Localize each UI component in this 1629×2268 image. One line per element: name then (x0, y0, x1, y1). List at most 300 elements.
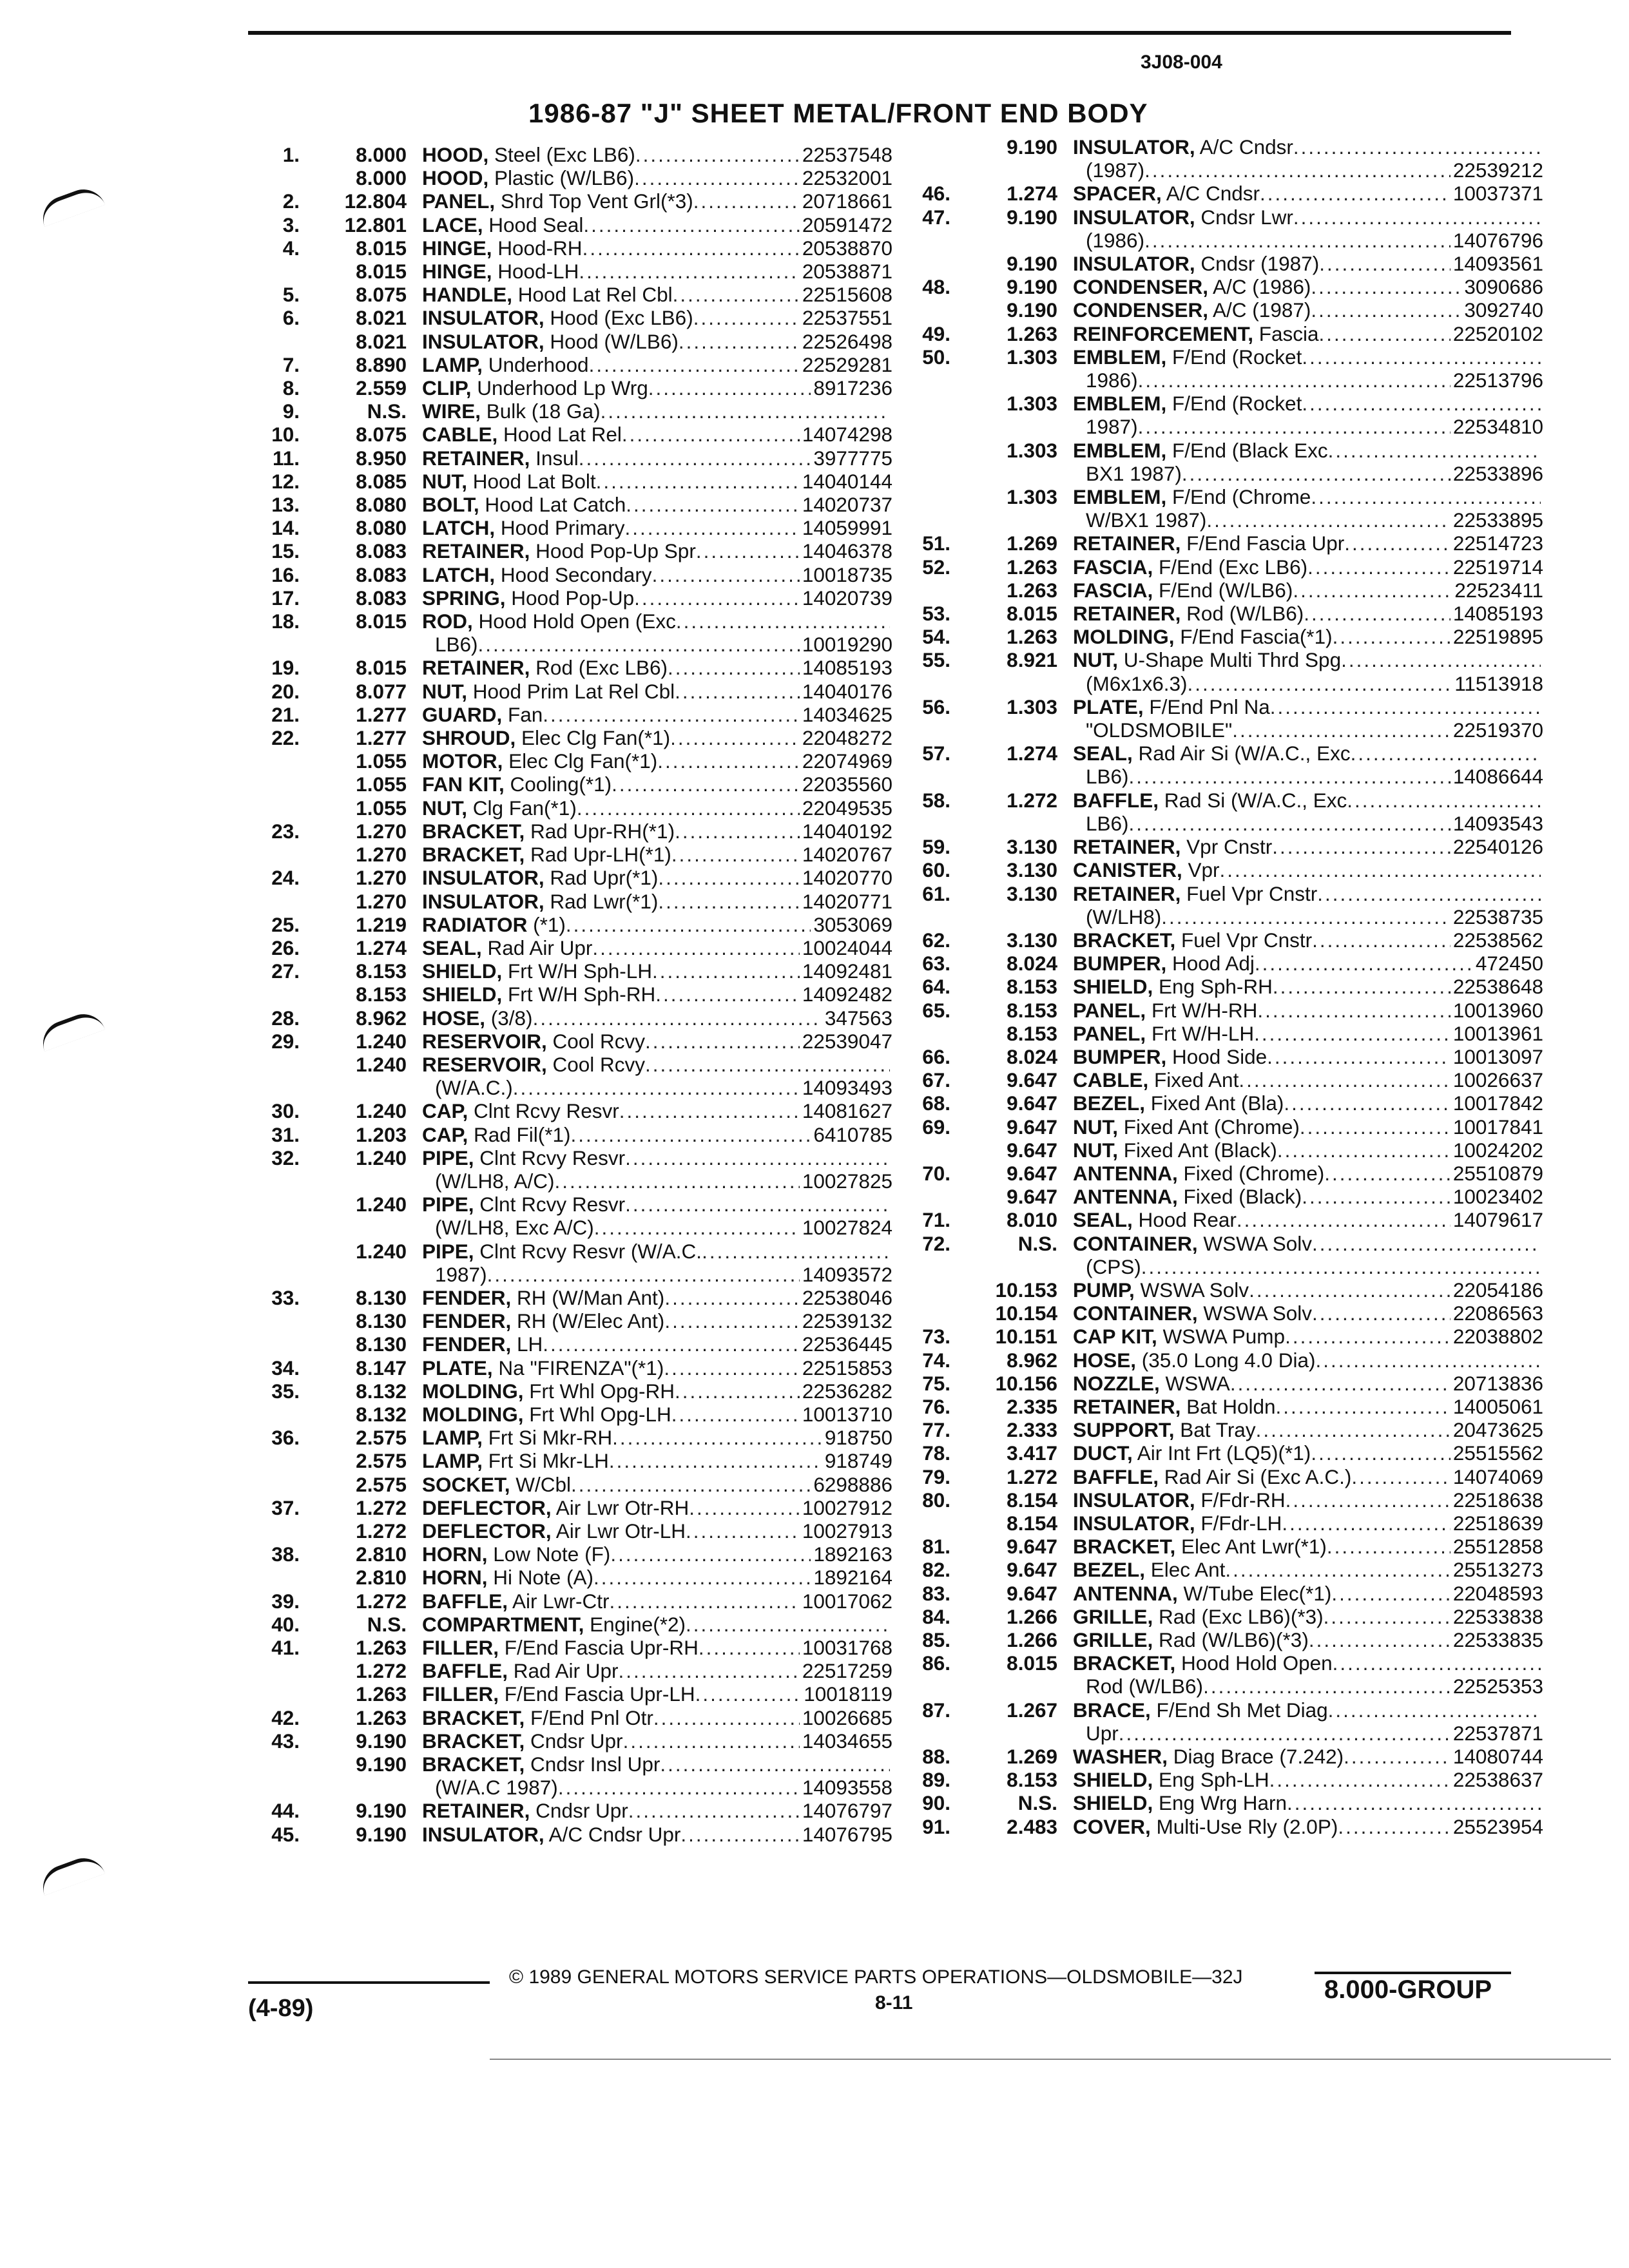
part-number: 10017841 (1452, 1115, 1543, 1139)
part-number: 10024044 (802, 936, 892, 959)
part-description (1073, 1278, 1543, 1302)
part-description (1073, 439, 1543, 462)
item-number (892, 1185, 950, 1208)
item-number: 36. (271, 1426, 300, 1450)
item-number (248, 1240, 300, 1263)
part-number: 14034625 (802, 702, 892, 726)
part-number: 22074969 (802, 749, 892, 773)
part-number: 22525353 (1452, 1675, 1543, 1698)
part-name: FILLER, (422, 1636, 499, 1659)
parts-row (248, 1590, 892, 1613)
leader-dots (1311, 298, 1461, 322)
parts-row (892, 1255, 1543, 1278)
leader-dots (696, 539, 800, 562)
part-number: 22533895 (1452, 508, 1543, 532)
part-name: CAP KIT, (1073, 1325, 1157, 1349)
parts-row (248, 563, 892, 586)
item-number (248, 1053, 300, 1076)
item-number (892, 1278, 950, 1302)
part-detail: RH (W/Man Ant) (511, 1285, 665, 1309)
part-description (422, 890, 892, 913)
group-number: 8.083 (356, 539, 407, 563)
group-number: 3.417 (1007, 1441, 1057, 1465)
group-number: 1.270 (356, 889, 407, 913)
part-detail: Air Int Frt (LQ5)(*1) (1132, 1441, 1311, 1465)
item-number: 74. (922, 1348, 950, 1372)
part-description (1073, 229, 1543, 252)
leader-dots (1311, 485, 1541, 508)
parts-row (892, 322, 1543, 345)
part-description (1073, 999, 1543, 1022)
parts-row (248, 633, 892, 656)
part-number: 22534810 (1452, 415, 1543, 439)
parts-row (248, 213, 892, 236)
parts-row (248, 843, 892, 866)
item-number: 31. (271, 1122, 300, 1146)
part-description (1073, 252, 1543, 275)
part-description (422, 143, 892, 166)
part-description (1073, 322, 1543, 345)
part-name: INSULATOR, (1073, 1488, 1195, 1512)
part-name: INSULATOR, (1073, 1511, 1195, 1535)
parts-row (892, 1162, 1543, 1185)
group-number: 8.021 (356, 306, 407, 330)
part-description (1073, 1232, 1543, 1255)
item-number: 76. (922, 1394, 950, 1418)
part-description (1073, 1185, 1543, 1208)
leader-dots (645, 1030, 800, 1053)
part-name: BRACKET, (422, 1706, 525, 1729)
group-number: 9.190 (356, 1822, 407, 1846)
group-number: 1.270 (356, 819, 407, 843)
leader-dots (626, 493, 800, 516)
part-number: 14059991 (802, 516, 892, 540)
part-number: 25513273 (1452, 1558, 1543, 1582)
part-name: RETAINER, (1073, 602, 1181, 626)
group-number (950, 765, 1073, 788)
part-detail: F/End Fascia Upr (1181, 532, 1345, 555)
part-description (422, 1286, 892, 1309)
part-detail: RH (W/Elec Ant) (511, 1309, 665, 1333)
group-number: 8.130 (356, 1309, 407, 1333)
part-number: 10013961 (1452, 1021, 1543, 1045)
part-number: 14074298 (802, 423, 892, 447)
item-number: 52. (922, 555, 950, 579)
part-number: 14074069 (1452, 1465, 1543, 1488)
part-description (422, 1332, 892, 1356)
leader-dots (1315, 1349, 1541, 1372)
leader-dots (571, 1473, 811, 1496)
group-label: 8.000-GROUP (1324, 1975, 1492, 2004)
leader-dots (583, 236, 800, 260)
item-number: 21. (271, 702, 300, 726)
part-detail: WSWA Solv (1134, 1278, 1249, 1302)
item-number: 60. (922, 858, 950, 882)
part-description (1073, 1605, 1543, 1628)
parts-row (892, 275, 1543, 298)
item-number: 87. (922, 1698, 950, 1722)
leader-dots (1255, 952, 1473, 975)
part-description (1073, 1651, 1543, 1675)
part-detail: Rad Air Si (Exc A.C.) (1158, 1465, 1352, 1488)
parts-row (248, 236, 892, 260)
item-number (892, 812, 950, 835)
group-number: 8.950 (356, 446, 407, 470)
parts-row (892, 229, 1543, 252)
leader-dots (1230, 1372, 1451, 1395)
item-number: 68. (922, 1091, 950, 1115)
part-description (1073, 1745, 1543, 1768)
part-name: RETAINER, (422, 1799, 530, 1823)
part-detail: U-Shape Multi Thrd Spg (1118, 648, 1342, 672)
part-number: 22533896 (1452, 461, 1543, 485)
group-number: 8.075 (356, 283, 407, 307)
part-number: 25523954 (1452, 1814, 1543, 1838)
part-name: BRACKET, (1073, 1535, 1176, 1559)
group-number: 9.647 (1007, 1161, 1057, 1185)
leader-dots (487, 1263, 800, 1286)
leader-dots (655, 983, 800, 1006)
parts-row (248, 1496, 892, 1519)
part-description (1073, 882, 1543, 905)
part-name: CONTAINER, (1073, 1231, 1198, 1255)
group-number: 2.559 (356, 376, 407, 400)
leader-dots (1144, 229, 1451, 252)
group-number: 1.263 (1007, 578, 1057, 602)
part-description (1073, 742, 1543, 765)
parts-row (248, 516, 892, 539)
part-detail: W/Cbl (510, 1472, 572, 1496)
part-name: ANTENNA, (1073, 1581, 1178, 1605)
part-detail: Frt Si Mkr-LH (482, 1449, 609, 1473)
part-description (1073, 462, 1543, 485)
part-detail: A/C Cndsr (1195, 135, 1293, 159)
part-number: 14085193 (1452, 602, 1543, 626)
item-number: 63. (922, 952, 950, 975)
parts-row (248, 1356, 892, 1379)
group-number (950, 159, 1073, 182)
part-detail: Air Lwr Otr-RH (551, 1495, 689, 1519)
leader-dots (695, 1682, 802, 1706)
part-name: BRACKET, (422, 1753, 525, 1776)
group-number: 3.130 (1007, 881, 1057, 905)
leader-dots (673, 283, 800, 306)
part-number (1541, 742, 1543, 765)
leader-dots (1287, 1791, 1541, 1814)
part-detail: Low Note (F) (487, 1542, 611, 1566)
group-number (950, 672, 1073, 695)
group-number: 8.080 (356, 516, 407, 540)
parts-row (248, 1449, 892, 1472)
part-description (422, 1636, 892, 1659)
part-number: 10027825 (802, 1169, 892, 1193)
group-number: 8.010 (1007, 1208, 1057, 1232)
part-detail: (1987) (1086, 159, 1145, 182)
group-number: 8.024 (1007, 952, 1057, 975)
part-number: 3053069 (813, 912, 892, 936)
part-detail: Hood Primary (495, 516, 625, 540)
part-name: SHIELD, (422, 983, 503, 1006)
part-description (422, 586, 892, 610)
leader-dots (675, 680, 800, 703)
group-number: 8.153 (356, 983, 407, 1006)
item-number: 85. (922, 1628, 950, 1651)
part-description (1073, 812, 1543, 835)
part-detail: Eng Sph-LH (1153, 1768, 1269, 1792)
part-description (1073, 1512, 1543, 1535)
group-number: 8.015 (1007, 602, 1057, 626)
part-detail: Elec Ant (1145, 1558, 1226, 1582)
part-number: 3092740 (1464, 298, 1543, 322)
parts-row (248, 1030, 892, 1053)
part-name: PIPE, (422, 1239, 474, 1263)
item-number (892, 1722, 950, 1745)
part-name: EMBLEM, (1073, 392, 1167, 416)
parts-row (248, 1473, 892, 1496)
part-number: 20718661 (802, 189, 892, 213)
item-number: 49. (922, 322, 950, 345)
group-number: 8.000 (356, 143, 407, 166)
part-name: RESERVOIR, (422, 1052, 547, 1076)
parts-row (892, 1208, 1543, 1231)
leader-dots (1272, 835, 1451, 858)
part-description (422, 376, 892, 399)
part-description (422, 1309, 892, 1332)
part-name: INSULATOR, (422, 329, 545, 353)
leader-dots (1333, 1651, 1541, 1675)
leader-dots (676, 610, 890, 633)
group-number: 8.153 (356, 959, 407, 983)
leader-dots (1267, 1045, 1451, 1068)
part-name: HOSE, (422, 1006, 486, 1030)
leader-dots (543, 703, 800, 726)
part-name: HOSE, (1073, 1348, 1137, 1372)
part-description (422, 563, 892, 586)
group-number: 9.190 (1007, 205, 1057, 229)
item-number: 11. (272, 446, 300, 470)
group-number: 8.921 (1007, 648, 1057, 672)
parts-row (248, 470, 892, 493)
parts-row (892, 369, 1543, 392)
part-number: 347563 (824, 1006, 892, 1030)
leader-dots (660, 1753, 890, 1776)
part-description (1073, 1349, 1543, 1372)
parts-row (892, 1349, 1543, 1372)
leader-dots (658, 890, 799, 913)
parts-row (892, 1278, 1543, 1302)
parts-row (892, 1372, 1543, 1395)
part-description (1073, 1488, 1543, 1512)
part-number: 10027824 (802, 1216, 892, 1240)
parts-row (248, 539, 892, 562)
part-detail: Hood Lat Bolt (467, 469, 596, 493)
part-description (1073, 135, 1543, 159)
part-number: 22538648 (1452, 975, 1543, 999)
group-number: 1.274 (1007, 182, 1057, 206)
item-number (892, 579, 950, 602)
group-number: 10.156 (995, 1371, 1057, 1395)
part-description (1073, 392, 1543, 415)
parts-row (248, 866, 892, 889)
part-detail: Hood Side (1166, 1044, 1268, 1068)
group-number (950, 718, 1073, 742)
part-number: 10017062 (802, 1589, 892, 1613)
part-description (422, 866, 892, 889)
part-name: BUMPER, (1073, 1044, 1167, 1068)
leader-dots (625, 1193, 890, 1216)
document-number: 3J08-004 (1141, 52, 1222, 73)
part-name: NUT, (422, 796, 467, 820)
leader-dots (670, 726, 800, 749)
group-number (950, 415, 1073, 438)
part-name: HANDLE, (422, 283, 512, 307)
part-number: 10027913 (802, 1519, 892, 1542)
group-number (950, 1255, 1073, 1278)
parts-list-right-column (892, 135, 1543, 1838)
item-number (892, 439, 950, 462)
part-detail: Rod (Exc LB6) (530, 656, 668, 680)
parts-row (892, 1232, 1543, 1255)
item-number: 55. (922, 648, 950, 672)
item-number (892, 672, 950, 695)
group-number: 10.154 (995, 1302, 1057, 1325)
part-description (422, 1403, 892, 1426)
parts-row (248, 1146, 892, 1169)
group-number: 8.153 (1007, 975, 1057, 999)
part-name: INSULATOR, (422, 866, 545, 890)
item-number (892, 135, 950, 159)
group-number: 8.015 (356, 236, 407, 260)
item-number: 53. (922, 602, 950, 626)
group-number: 2.575 (356, 1449, 407, 1473)
leader-dots (1293, 206, 1541, 229)
part-description (422, 1496, 892, 1519)
item-number: 17. (271, 586, 300, 610)
part-number: 10027912 (802, 1495, 892, 1519)
part-description (1073, 765, 1543, 788)
leader-dots (543, 1332, 800, 1356)
part-description (422, 843, 892, 866)
part-detail: Bat Tray (1174, 1418, 1256, 1442)
part-name: PANEL, (1073, 1021, 1146, 1045)
part-number: 25512858 (1452, 1535, 1543, 1559)
part-name: BRACE, (1073, 1698, 1151, 1722)
part-description (1073, 952, 1543, 975)
part-name: BAFFLE, (422, 1659, 508, 1683)
part-description (422, 213, 892, 236)
group-number: 1.055 (356, 749, 407, 773)
parts-row (248, 1332, 892, 1356)
leader-dots (1319, 252, 1451, 275)
item-number: 84. (922, 1604, 950, 1628)
group-number: 1.263 (1007, 625, 1057, 649)
part-description (422, 189, 892, 213)
part-description (1073, 905, 1543, 928)
item-number: 23. (271, 819, 300, 843)
parts-row (248, 189, 892, 213)
item-number: 45. (271, 1822, 300, 1846)
part-number: 14046378 (802, 539, 892, 563)
part-description (422, 680, 892, 703)
leader-dots (579, 447, 811, 470)
page-title: 1986-87 "J" SHEET METAL/FRONT END BODY (528, 98, 1148, 128)
group-number: 8.154 (1007, 1511, 1057, 1535)
part-description (422, 773, 892, 796)
leader-dots (1129, 812, 1451, 835)
part-detail: Rad (Exc LB6)(*3) (1153, 1604, 1324, 1628)
item-number: 19. (271, 656, 300, 680)
part-detail: Insul (530, 446, 579, 470)
item-number: 2. (282, 189, 300, 213)
part-description (1073, 555, 1543, 579)
part-number: 10013097 (1452, 1044, 1543, 1068)
leader-dots (1293, 579, 1452, 602)
parts-row (892, 975, 1543, 998)
part-name: LATCH, (422, 562, 496, 586)
part-description (1073, 345, 1543, 369)
part-detail: F/Fdr-LH (1195, 1511, 1282, 1535)
part-description (422, 656, 892, 679)
part-name: FASCIA, (1073, 578, 1153, 602)
group-number (300, 1776, 422, 1799)
leader-dots (671, 843, 800, 866)
part-name: MOLDING, (422, 1379, 524, 1403)
item-number: 65. (922, 998, 950, 1022)
part-description (1073, 648, 1543, 671)
part-detail: Fixed Ant (Chrome) (1118, 1115, 1300, 1139)
part-detail: Multi-Use Rly (2.0P) (1150, 1814, 1338, 1838)
part-number (1541, 345, 1543, 369)
group-number: 1.219 (356, 912, 407, 936)
leader-dots (1220, 858, 1541, 881)
item-number: 35. (271, 1379, 300, 1403)
part-detail: Diag Brace (7.242) (1168, 1745, 1344, 1769)
parts-row (892, 1418, 1543, 1441)
leader-dots (1331, 1582, 1450, 1605)
group-number: 3.130 (1007, 928, 1057, 952)
parts-row (892, 485, 1543, 508)
part-description (422, 1053, 892, 1076)
item-number: 3. (282, 213, 300, 236)
part-detail: (M6x1x6.3) (1086, 671, 1188, 695)
part-name: GUARD, (422, 702, 503, 726)
parts-row (248, 1309, 892, 1332)
part-description (1073, 1091, 1543, 1115)
part-description (1073, 369, 1543, 392)
group-number: N.S. (1017, 1791, 1057, 1815)
leader-dots (579, 260, 800, 283)
parts-row (892, 159, 1543, 182)
part-detail: W/Tube Elec(*1) (1177, 1581, 1332, 1605)
parts-row (892, 858, 1543, 881)
item-number (892, 159, 950, 182)
leader-dots (1138, 369, 1451, 392)
leader-dots (1344, 1745, 1451, 1768)
group-number: 1.055 (356, 796, 407, 820)
part-name: NUT, (1073, 1138, 1118, 1162)
group-number: 2.333 (1007, 1418, 1057, 1442)
part-number: 14020737 (802, 493, 892, 517)
part-name: FENDER, (422, 1332, 512, 1356)
parts-row (892, 1185, 1543, 1208)
part-number: 22515608 (802, 283, 892, 307)
group-number: 1.270 (356, 866, 407, 890)
part-detail: Na "FIRENZA"(*1) (492, 1356, 664, 1379)
item-number: 50. (922, 345, 950, 369)
leader-dots (1254, 1022, 1451, 1045)
leader-dots (1276, 1395, 1451, 1418)
parts-row (892, 928, 1543, 952)
